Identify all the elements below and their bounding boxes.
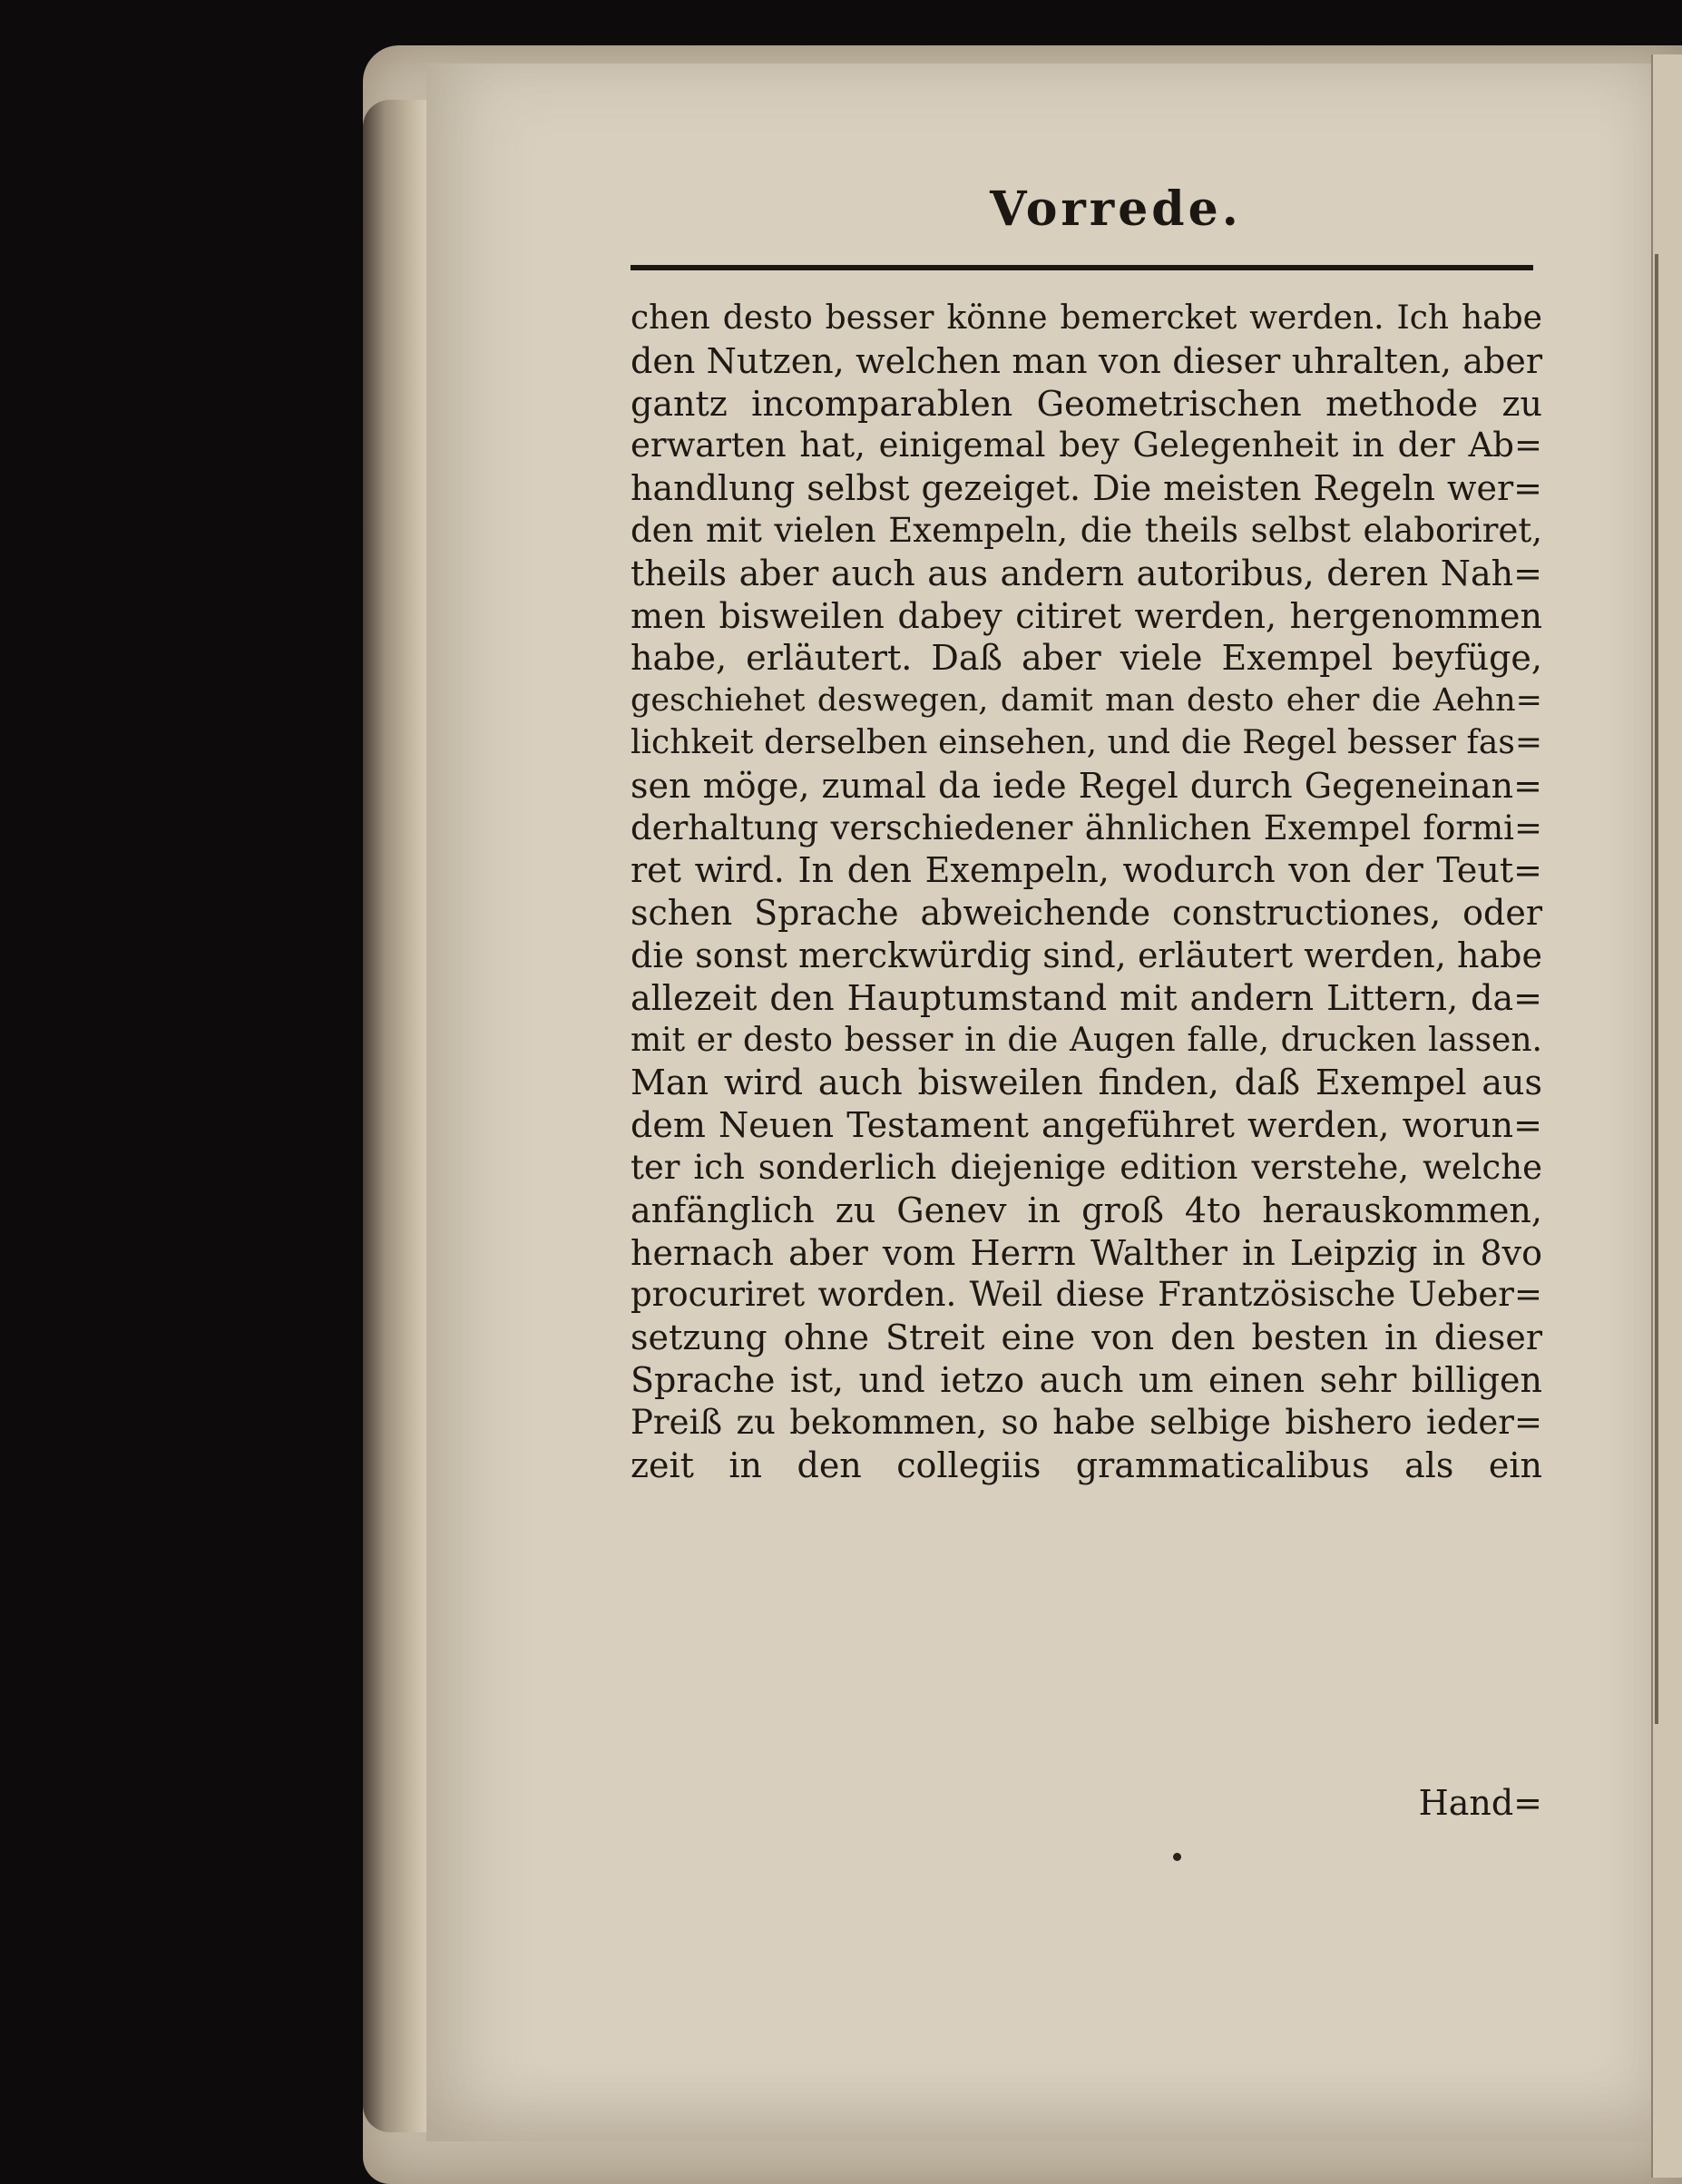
text-line: erwarten hat, einigemal bey Gelegenheit in der Ab= [631,426,1542,465]
text-line: men bisweilen dabey citiret werden, hergenommen [631,595,1542,636]
text-line: anfänglich zu Genev in groß 4to herauskommen, [631,1190,1542,1230]
text-line: procuriret worden. Weil diese Frantzösische Ueber= [631,1275,1542,1315]
text-line: zeit in den collegiis grammaticalibus als ein [631,1445,1542,1485]
text-line: allezeit den Hauptumstand mit andern Littern, da= [631,977,1542,1018]
text-line: sen möge, zumal da iede Regel durch Gegeneinan= [631,765,1542,806]
text-line: den mit vielen Exempeln, die theils selbst elaboriret, [631,510,1542,550]
ink-speck [1173,1853,1181,1861]
text-line: handlung selbst gezeiget. Die meisten Regeln wer= [631,468,1542,509]
text-line: schen Sprache abweichende constructiones, oder [631,893,1542,934]
header-rule [631,265,1533,270]
text-line: chen desto besser könne bemercket werden. Ich habe [631,299,1542,337]
text-line: setzung ohne Streit eine von den besten in dieser [631,1317,1542,1358]
text-line: habe, erläutert. Daß aber viele Exempel beyfüge, [631,638,1542,679]
text-line: hernach aber vom Herrn Walther in Leipzig in 8vo [631,1232,1542,1273]
text-line: derhaltung verschiedener ähnlichen Exempel formi= [631,808,1542,847]
text-line: dem Neuen Testament angeführet werden, worun= [631,1105,1542,1146]
text-line: gantz incomparablen Geometrischen methode zu [631,383,1542,424]
text-line: Man wird auch bisweilen finden, daß Exempel aus [631,1063,1542,1103]
text-line: geschiehet deswegen, damit man desto eher die Aehn= [631,682,1542,720]
text-line: mit er desto besser in die Augen falle, drucken lassen. [631,1021,1542,1059]
catchword: Hand= [1418,1783,1542,1823]
text-line: die sonst merckwürdig sind, erläutert werden, habe [631,935,1542,975]
text-line: lichkeit derselben einsehen, und die Regel besser fas= [631,723,1542,761]
text-line: Sprache ist, und ietzo auch um einen sehr billigen [631,1359,1542,1400]
text-line: ret wird. In den Exempeln, wodurch von der Teut= [631,850,1542,891]
text-line: theils aber auch aus andern autoribus, deren Nah= [631,553,1542,593]
text-line: den Nutzen, welchen man von dieser uhralten, aber [631,340,1542,381]
margin-rule [1655,254,1658,1724]
book-spine [363,100,426,2132]
text-line: ter ich sonderlich diejenige edition verstehe, welche [631,1147,1542,1187]
body-text [631,298,1542,1486]
running-header: Vorrede. [990,181,1242,237]
text-line: Preiß zu bekommen, so habe selbige bishero ieder= [631,1402,1542,1442]
